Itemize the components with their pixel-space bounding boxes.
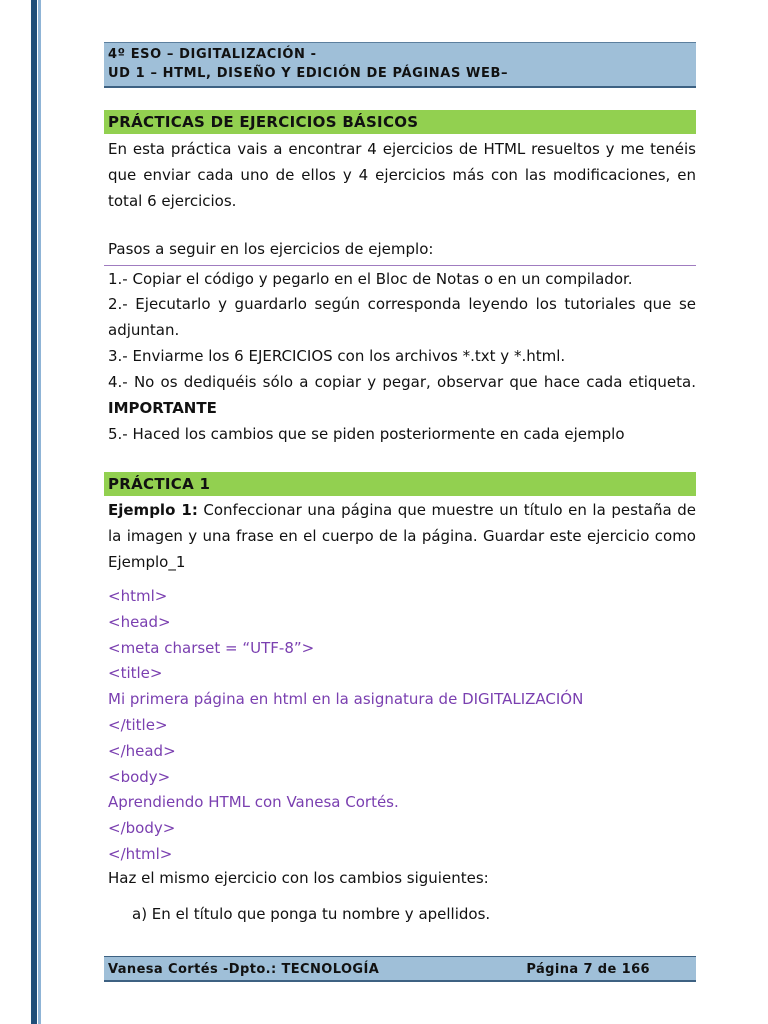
footer-author: Vanesa Cortés -Dpto.: TECNOLOGÍA xyxy=(108,962,380,977)
code-line: <title> xyxy=(108,664,163,683)
intro-paragraph: En esta práctica vais a encontrar 4 ejercicios de HTML resueltos y me tenéis que enviar cada uno de ellos y 4 ejercicios más con las modificaciones, en total 6 ejercicios. xyxy=(108,140,696,210)
section-title-practicas: PRÁCTICAS DE EJERCICIOS BÁSICOS xyxy=(104,110,696,134)
code-line: <body> xyxy=(108,767,171,786)
example-1-label: Ejemplo 1: xyxy=(108,501,198,519)
step-3: 3.- Enviarme los 6 EJERCICIOS con los archivos *.txt y *.html. xyxy=(108,347,566,365)
left-margin-bar-accent xyxy=(38,0,41,1024)
footer-page-number: Página 7 de 166 xyxy=(526,962,650,977)
example-1-description xyxy=(108,497,696,575)
code-line: <head> xyxy=(108,612,171,631)
header-course: 4º ESO – DIGITALIZACIÓN - xyxy=(108,47,317,62)
page-header xyxy=(104,42,696,88)
step-4 xyxy=(108,369,696,421)
example-1-text: Confeccionar una página que muestre un título en la pestaña de la imagen y una frase en el cuerpo de la página. Guardar este ejercicio como Ejemplo_1 xyxy=(108,501,696,571)
change-a: a) En el título que ponga tu nombre y apellidos. xyxy=(132,905,491,923)
step-5: 5.- Haced los cambios que se piden posteriormente en cada ejemplo xyxy=(108,425,625,443)
steps-heading: Pasos a seguir en los ejercicios de ejemplo: xyxy=(108,240,434,258)
code-line: <html> xyxy=(108,587,168,605)
page-footer xyxy=(104,956,696,982)
step-1: 1.- Copiar el código y pegarlo en el Bloc de Notas o en un compilador. xyxy=(108,270,633,288)
changes-heading: Haz el mismo ejercicio con los cambios siguientes: xyxy=(108,869,489,887)
code-line: </body> xyxy=(108,819,176,838)
code-line: <meta charset = “UTF-8”> xyxy=(108,638,315,657)
step-2: 2.- Ejecutarlo y guardarlo según corresponda leyendo los tutoriales que se adjuntan. xyxy=(108,295,696,339)
code-block xyxy=(108,584,696,868)
section-title-practica-1: PRÁCTICA 1 xyxy=(104,472,696,496)
step-4-text: 4.- No os dediquéis sólo a copiar y pegar, observar que hace cada etiqueta. xyxy=(108,373,696,391)
code-line: Aprendiendo HTML con Vanesa Cortés. xyxy=(108,793,399,812)
left-margin-bar xyxy=(31,0,37,1024)
code-line: Mi primera página en html en la asignatura de DIGITALIZACIÓN xyxy=(108,690,584,709)
header-unit: UD 1 – HTML, DISEÑO Y EDICIÓN DE PÁGINAS WEB– xyxy=(108,66,509,81)
code-line: </title> xyxy=(108,715,168,734)
code-line: </head> xyxy=(108,741,176,760)
step-4-important: IMPORTANTE xyxy=(108,399,217,417)
code-line: </html> xyxy=(108,844,173,863)
